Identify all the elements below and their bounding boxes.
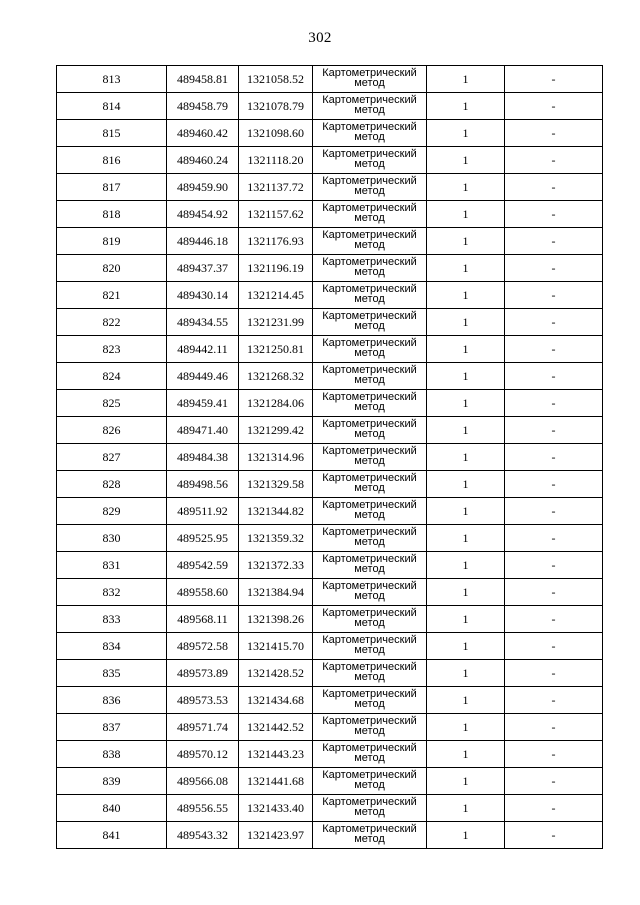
- note-cell: -: [505, 525, 603, 552]
- point-number-cell: 837: [57, 714, 167, 741]
- note-cell: -: [505, 579, 603, 606]
- note-cell: -: [505, 66, 603, 93]
- accuracy-cell: 1: [427, 66, 505, 93]
- point-number-cell: 814: [57, 93, 167, 120]
- method-line-2: метод: [354, 131, 385, 143]
- table-row: [57, 66, 603, 93]
- method-cell: [313, 606, 427, 633]
- method-cell: [313, 336, 427, 363]
- accuracy-cell: 1: [427, 660, 505, 687]
- method-cell: [313, 417, 427, 444]
- x-coordinate-cell: 489442.11: [167, 336, 239, 363]
- method-line-1: Картометрический: [322, 607, 417, 619]
- x-coordinate-cell: 489570.12: [167, 741, 239, 768]
- note-cell: -: [505, 93, 603, 120]
- y-coordinate-cell: 1321329.58: [239, 471, 313, 498]
- x-coordinate-cell: 489558.60: [167, 579, 239, 606]
- method-line-1: Картометрический: [322, 499, 417, 511]
- method-cell: [313, 633, 427, 660]
- accuracy-cell: 1: [427, 444, 505, 471]
- method-cell: [313, 444, 427, 471]
- note-cell: -: [505, 120, 603, 147]
- method-cell: [313, 552, 427, 579]
- table-row: [57, 822, 603, 849]
- method-cell: [313, 660, 427, 687]
- method-cell: [313, 255, 427, 282]
- note-cell: -: [505, 687, 603, 714]
- table-row: [57, 390, 603, 417]
- accuracy-cell: 1: [427, 552, 505, 579]
- note-cell: -: [505, 660, 603, 687]
- accuracy-cell: 1: [427, 255, 505, 282]
- y-coordinate-cell: 1321284.06: [239, 390, 313, 417]
- method-line-2: метод: [354, 617, 385, 629]
- x-coordinate-cell: 489511.92: [167, 498, 239, 525]
- x-coordinate-cell: 489543.32: [167, 822, 239, 849]
- method-cell: [313, 687, 427, 714]
- accuracy-cell: 1: [427, 633, 505, 660]
- y-coordinate-cell: 1321441.68: [239, 768, 313, 795]
- y-coordinate-cell: 1321137.72: [239, 174, 313, 201]
- note-cell: -: [505, 741, 603, 768]
- accuracy-cell: 1: [427, 795, 505, 822]
- y-coordinate-cell: 1321344.82: [239, 498, 313, 525]
- method-line-2: метод: [354, 536, 385, 548]
- method-cell: [313, 741, 427, 768]
- accuracy-cell: 1: [427, 201, 505, 228]
- table-row: [57, 309, 603, 336]
- method-line-2: метод: [354, 374, 385, 386]
- point-number-cell: 821: [57, 282, 167, 309]
- y-coordinate-cell: 1321314.96: [239, 444, 313, 471]
- note-cell: -: [505, 552, 603, 579]
- point-number-cell: 813: [57, 66, 167, 93]
- point-number-cell: 834: [57, 633, 167, 660]
- method-line-1: Картометрический: [322, 580, 417, 592]
- method-line-2: метод: [354, 77, 385, 89]
- point-number-cell: 819: [57, 228, 167, 255]
- accuracy-cell: 1: [427, 687, 505, 714]
- method-line-1: Картометрический: [322, 256, 417, 268]
- table-row: [57, 93, 603, 120]
- method-line-2: метод: [354, 806, 385, 818]
- point-number-cell: 817: [57, 174, 167, 201]
- method-line-1: Картометрический: [322, 796, 417, 808]
- table-row: [57, 660, 603, 687]
- y-coordinate-cell: 1321157.62: [239, 201, 313, 228]
- y-coordinate-cell: 1321196.19: [239, 255, 313, 282]
- point-number-cell: 840: [57, 795, 167, 822]
- note-cell: -: [505, 471, 603, 498]
- point-number-cell: 820: [57, 255, 167, 282]
- note-cell: -: [505, 147, 603, 174]
- method-cell: [313, 579, 427, 606]
- point-number-cell: 841: [57, 822, 167, 849]
- method-cell: [313, 363, 427, 390]
- x-coordinate-cell: 489434.55: [167, 309, 239, 336]
- accuracy-cell: 1: [427, 471, 505, 498]
- note-cell: -: [505, 795, 603, 822]
- point-number-cell: 828: [57, 471, 167, 498]
- method-line-1: Картометрический: [322, 715, 417, 727]
- accuracy-cell: 1: [427, 120, 505, 147]
- accuracy-cell: 1: [427, 822, 505, 849]
- page-number: 302: [308, 30, 332, 46]
- method-line-1: Картометрический: [322, 634, 417, 646]
- point-number-cell: 836: [57, 687, 167, 714]
- y-coordinate-cell: 1321398.26: [239, 606, 313, 633]
- method-line-2: метод: [354, 671, 385, 683]
- accuracy-cell: 1: [427, 768, 505, 795]
- y-coordinate-cell: 1321299.42: [239, 417, 313, 444]
- accuracy-cell: 1: [427, 93, 505, 120]
- table-row: [57, 579, 603, 606]
- accuracy-cell: 1: [427, 579, 505, 606]
- table-row: [57, 606, 603, 633]
- note-cell: -: [505, 282, 603, 309]
- method-line-1: Картометрический: [322, 121, 417, 133]
- note-cell: -: [505, 417, 603, 444]
- x-coordinate-cell: 489572.58: [167, 633, 239, 660]
- note-cell: -: [505, 390, 603, 417]
- y-coordinate-cell: 1321058.52: [239, 66, 313, 93]
- table-row: [57, 174, 603, 201]
- coordinates-table: [56, 65, 603, 849]
- y-coordinate-cell: 1321176.93: [239, 228, 313, 255]
- table-row: [57, 336, 603, 363]
- point-number-cell: 839: [57, 768, 167, 795]
- table-row: [57, 363, 603, 390]
- y-coordinate-cell: 1321214.45: [239, 282, 313, 309]
- method-line-1: Картометрический: [322, 67, 417, 79]
- point-number-cell: 823: [57, 336, 167, 363]
- x-coordinate-cell: 489542.59: [167, 552, 239, 579]
- y-coordinate-cell: 1321250.81: [239, 336, 313, 363]
- point-number-cell: 824: [57, 363, 167, 390]
- table-row: [57, 255, 603, 282]
- method-cell: [313, 120, 427, 147]
- table-row: [57, 741, 603, 768]
- point-number-cell: 833: [57, 606, 167, 633]
- method-line-2: метод: [354, 833, 385, 845]
- method-cell: [313, 768, 427, 795]
- note-cell: -: [505, 174, 603, 201]
- y-coordinate-cell: 1321231.99: [239, 309, 313, 336]
- method-line-2: метод: [354, 752, 385, 764]
- point-number-cell: 830: [57, 525, 167, 552]
- method-line-1: Картометрический: [322, 553, 417, 565]
- y-coordinate-cell: 1321415.70: [239, 633, 313, 660]
- note-cell: -: [505, 363, 603, 390]
- accuracy-cell: 1: [427, 390, 505, 417]
- note-cell: -: [505, 228, 603, 255]
- x-coordinate-cell: 489454.92: [167, 201, 239, 228]
- y-coordinate-cell: 1321423.97: [239, 822, 313, 849]
- y-coordinate-cell: 1321434.68: [239, 687, 313, 714]
- method-line-2: метод: [354, 266, 385, 278]
- method-line-2: метод: [354, 347, 385, 359]
- method-line-1: Картометрический: [322, 175, 417, 187]
- accuracy-cell: 1: [427, 417, 505, 444]
- table-row: [57, 525, 603, 552]
- method-line-2: метод: [354, 428, 385, 440]
- method-cell: [313, 498, 427, 525]
- point-number-cell: 826: [57, 417, 167, 444]
- point-number-cell: 838: [57, 741, 167, 768]
- accuracy-cell: 1: [427, 498, 505, 525]
- method-cell: [313, 309, 427, 336]
- note-cell: -: [505, 309, 603, 336]
- note-cell: -: [505, 606, 603, 633]
- point-number-cell: 829: [57, 498, 167, 525]
- method-line-1: Картометрический: [322, 364, 417, 376]
- method-line-1: Картометрический: [322, 229, 417, 241]
- method-cell: [313, 228, 427, 255]
- point-number-cell: 818: [57, 201, 167, 228]
- y-coordinate-cell: 1321118.20: [239, 147, 313, 174]
- method-cell: [313, 147, 427, 174]
- method-cell: [313, 390, 427, 417]
- method-line-1: Картометрический: [322, 391, 417, 403]
- method-line-1: Картометрический: [322, 445, 417, 457]
- method-line-2: метод: [354, 779, 385, 791]
- accuracy-cell: 1: [427, 228, 505, 255]
- method-line-1: Картометрический: [322, 337, 417, 349]
- x-coordinate-cell: 489471.40: [167, 417, 239, 444]
- x-coordinate-cell: 489556.55: [167, 795, 239, 822]
- x-coordinate-cell: 489484.38: [167, 444, 239, 471]
- accuracy-cell: 1: [427, 147, 505, 174]
- method-line-2: метод: [354, 239, 385, 251]
- method-line-1: Картометрический: [322, 526, 417, 538]
- x-coordinate-cell: 489458.79: [167, 93, 239, 120]
- note-cell: -: [505, 336, 603, 363]
- x-coordinate-cell: 489458.81: [167, 66, 239, 93]
- y-coordinate-cell: 1321384.94: [239, 579, 313, 606]
- method-line-2: метод: [354, 509, 385, 521]
- method-line-1: Картометрический: [322, 310, 417, 322]
- method-line-1: Картометрический: [322, 742, 417, 754]
- x-coordinate-cell: 489566.08: [167, 768, 239, 795]
- y-coordinate-cell: 1321359.32: [239, 525, 313, 552]
- method-line-1: Картометрический: [322, 769, 417, 781]
- method-line-1: Картометрический: [322, 688, 417, 700]
- table-row: [57, 498, 603, 525]
- method-line-2: метод: [354, 644, 385, 656]
- x-coordinate-cell: 489449.46: [167, 363, 239, 390]
- method-line-2: метод: [354, 104, 385, 116]
- method-cell: [313, 795, 427, 822]
- method-line-2: метод: [354, 482, 385, 494]
- x-coordinate-cell: 489459.90: [167, 174, 239, 201]
- table-row: [57, 633, 603, 660]
- method-cell: [313, 822, 427, 849]
- method-cell: [313, 174, 427, 201]
- note-cell: -: [505, 444, 603, 471]
- method-line-2: метод: [354, 320, 385, 332]
- x-coordinate-cell: 489460.24: [167, 147, 239, 174]
- table-row: [57, 444, 603, 471]
- x-coordinate-cell: 489460.42: [167, 120, 239, 147]
- table-row: [57, 120, 603, 147]
- table-row: [57, 552, 603, 579]
- note-cell: -: [505, 498, 603, 525]
- method-line-1: Картометрический: [322, 94, 417, 106]
- x-coordinate-cell: 489573.53: [167, 687, 239, 714]
- method-line-2: метод: [354, 563, 385, 575]
- method-line-2: метод: [354, 455, 385, 467]
- method-line-2: метод: [354, 185, 385, 197]
- method-cell: [313, 93, 427, 120]
- accuracy-cell: 1: [427, 363, 505, 390]
- method-cell: [313, 66, 427, 93]
- method-line-2: метод: [354, 158, 385, 170]
- note-cell: -: [505, 822, 603, 849]
- accuracy-cell: 1: [427, 174, 505, 201]
- method-cell: [313, 525, 427, 552]
- table-row: [57, 795, 603, 822]
- point-number-cell: 815: [57, 120, 167, 147]
- accuracy-cell: 1: [427, 309, 505, 336]
- table-row: [57, 201, 603, 228]
- method-cell: [313, 471, 427, 498]
- x-coordinate-cell: 489446.18: [167, 228, 239, 255]
- x-coordinate-cell: 489568.11: [167, 606, 239, 633]
- table-row: [57, 282, 603, 309]
- accuracy-cell: 1: [427, 714, 505, 741]
- point-number-cell: 825: [57, 390, 167, 417]
- table-row: [57, 687, 603, 714]
- note-cell: -: [505, 714, 603, 741]
- method-line-2: метод: [354, 212, 385, 224]
- y-coordinate-cell: 1321372.33: [239, 552, 313, 579]
- point-number-cell: 832: [57, 579, 167, 606]
- table-row: [57, 228, 603, 255]
- method-cell: [313, 282, 427, 309]
- method-line-2: метод: [354, 293, 385, 305]
- method-cell: [313, 201, 427, 228]
- note-cell: -: [505, 255, 603, 282]
- method-line-2: метод: [354, 725, 385, 737]
- accuracy-cell: 1: [427, 606, 505, 633]
- y-coordinate-cell: 1321098.60: [239, 120, 313, 147]
- accuracy-cell: 1: [427, 336, 505, 363]
- method-line-1: Картометрический: [322, 202, 417, 214]
- method-line-2: метод: [354, 698, 385, 710]
- point-number-cell: 827: [57, 444, 167, 471]
- y-coordinate-cell: 1321078.79: [239, 93, 313, 120]
- y-coordinate-cell: 1321428.52: [239, 660, 313, 687]
- point-number-cell: 822: [57, 309, 167, 336]
- method-line-1: Картометрический: [322, 148, 417, 160]
- x-coordinate-cell: 489498.56: [167, 471, 239, 498]
- y-coordinate-cell: 1321433.40: [239, 795, 313, 822]
- point-number-cell: 816: [57, 147, 167, 174]
- y-coordinate-cell: 1321268.32: [239, 363, 313, 390]
- y-coordinate-cell: 1321443.23: [239, 741, 313, 768]
- accuracy-cell: 1: [427, 282, 505, 309]
- note-cell: -: [505, 201, 603, 228]
- table-row: [57, 768, 603, 795]
- method-line-1: Картометрический: [322, 472, 417, 484]
- method-line-1: Картометрический: [322, 661, 417, 673]
- x-coordinate-cell: 489437.37: [167, 255, 239, 282]
- table-row: [57, 714, 603, 741]
- x-coordinate-cell: 489571.74: [167, 714, 239, 741]
- table-row: [57, 417, 603, 444]
- coordinates-table-body: [57, 66, 603, 849]
- method-line-1: Картометрический: [322, 823, 417, 835]
- method-cell: [313, 714, 427, 741]
- point-number-cell: 835: [57, 660, 167, 687]
- accuracy-cell: 1: [427, 741, 505, 768]
- method-line-2: метод: [354, 401, 385, 413]
- x-coordinate-cell: 489573.89: [167, 660, 239, 687]
- note-cell: -: [505, 768, 603, 795]
- point-number-cell: 831: [57, 552, 167, 579]
- table-row: [57, 471, 603, 498]
- method-line-2: метод: [354, 590, 385, 602]
- note-cell: -: [505, 633, 603, 660]
- method-line-1: Картометрический: [322, 418, 417, 430]
- x-coordinate-cell: 489430.14: [167, 282, 239, 309]
- accuracy-cell: 1: [427, 525, 505, 552]
- table-row: [57, 147, 603, 174]
- x-coordinate-cell: 489459.41: [167, 390, 239, 417]
- y-coordinate-cell: 1321442.52: [239, 714, 313, 741]
- method-line-1: Картометрический: [322, 283, 417, 295]
- x-coordinate-cell: 489525.95: [167, 525, 239, 552]
